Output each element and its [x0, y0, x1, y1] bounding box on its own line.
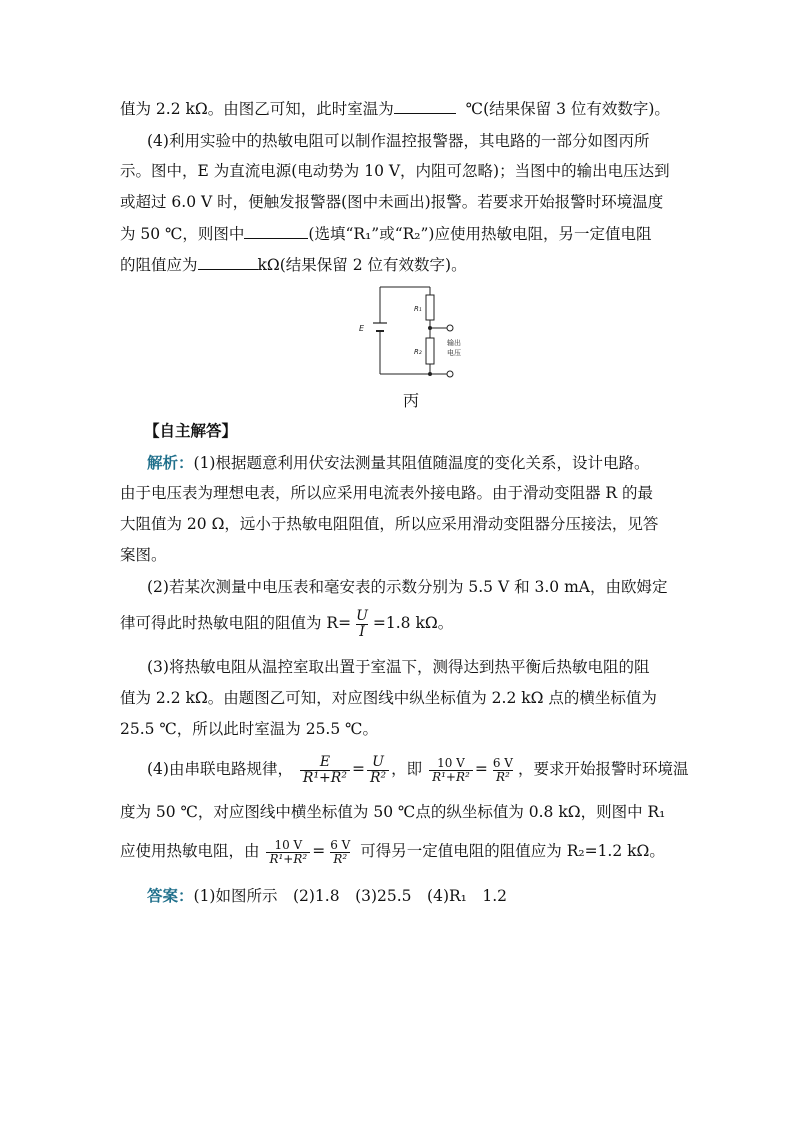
question-line-2: (4)利用实验中的热敏电阻可以制作温控报警器，其电路的一部分如图丙所 — [147, 132, 650, 150]
fraction-10v-over-sum: $\frac{10 V}{\text{R¹+R²}}$ — [429, 757, 473, 784]
fraction-6v-over-r2: $\frac{6 V}{\text{R²}}$ — [492, 755, 513, 784]
analysis-line-12: 应使用热敏电阻，由 $\frac{10 V}{\text{R¹+R²}}$ = $\frac{6 V}{\text{R²}}$ 可得另一定值电阻的阻值应为 R₂=1.2 kΩ。 — [120, 837, 665, 866]
fraction-e-over-sum: $\frac{E}{\text{R¹+R²}}$ — [300, 755, 350, 786]
analysis-line-8: 值为 2.2 kΩ。由题图乙可知，对应图线中纵坐标值为 2.2 kΩ 点的横坐标值为 — [120, 689, 657, 707]
analysis-line-7: (3)将热敏电阻从温控室取出置于室温下，测得达到热平衡后热敏电阻的阻 — [147, 658, 650, 676]
analysis-line-2: 由于电压表为理想电表，所以应采用电流表外接电路。由于滑动变阻器 R 的最 — [120, 484, 654, 502]
answer-label: 答案： — [147, 886, 194, 905]
section-title: 【自主解答】 — [144, 421, 238, 440]
answer-blank-2 — [244, 222, 308, 239]
label-E: E — [359, 324, 365, 333]
question-line-3: 示。图中，E 为直流电源(电动势为 10 V，内阻可忽略)；当图中的输出电压达到 — [120, 162, 670, 180]
analysis-line-5: (2)若某次测量中电压表和毫安表的示数分别为 5.5 V 和 3.0 mA，由欧姆定 — [147, 578, 668, 596]
analysis-line-9: 25.5 ℃，所以此时室温为 25.5 ℃。 — [120, 720, 378, 738]
fraction-10v-over-sum-2: $\frac{10 V}{\text{R¹+R²}}$ — [266, 839, 310, 866]
analysis-line-3: 大阻值为 20 Ω，远小于热敏电阻阻值，所以应采用滑动变阻器分压接法，见答 — [120, 515, 659, 533]
fraction-6v-over-r2-2: $\frac{6 V}{\text{R²}}$ — [330, 837, 351, 866]
answer-line: 答案：(1)如图所示 (2)1.8 (3)25.5 (4)R₁ 1.2 — [147, 886, 508, 905]
analysis-line-10: (4)由串联电路规律， $\frac{E}{\text{R¹+R²}}$ = $\frac{U}{\text{R²}}$ ，即 $\frac{10 V}{\text{R¹+R²}}$ = $\frac{6 V}{\text{R²}}$ ，要求开始报警时环境温 — [147, 753, 689, 786]
label-R1: R₁ — [414, 305, 422, 313]
label-output-bottom: 电压 — [447, 349, 461, 357]
question-line-6: 的阻值应为 kΩ(结果保留 2 位有效数字)。 — [120, 253, 467, 275]
analysis-line-6: 律可得此时热敏电阻的阻值为 R= $\frac{U}{I}$ =1.8 kΩ。 — [120, 607, 454, 640]
answer-blank-3 — [198, 253, 258, 270]
label-output-top: 输出 — [447, 339, 461, 347]
figure-caption: 丙 — [403, 391, 420, 410]
answer-blank-1 — [394, 97, 456, 114]
fraction-u-over-i: $\frac{U}{I}$ — [356, 607, 368, 640]
analysis-label: 解析： — [147, 453, 194, 472]
fraction-u-over-r2: $\frac{U}{\text{R²}}$ — [367, 755, 389, 786]
analysis-line-11: 度为 50 ℃，对应图线中横坐标值为 50 ℃点的纵坐标值为 0.8 kΩ，则图中 R₁ — [120, 803, 666, 821]
analysis-line-4: 案图。 — [120, 546, 167, 564]
circuit-diagram — [340, 282, 480, 382]
question-line-4: 或超过 6.0 V 时，便触发报警器(图中未画出)报警。若要求开始报警时环境温度 — [120, 193, 664, 211]
label-R2: R₂ — [414, 348, 422, 356]
analysis-line-1: 解析：(1)根据题意利用伏安法测量其阻值随温度的变化关系，设计电路。 — [147, 453, 650, 472]
question-line-1: 值为 2.2 kΩ。由图乙可知，此时室温为 ℃(结果保留 3 位有效数字)。 — [120, 97, 670, 119]
question-line-5: 为 50 ℃，则图中 (选填“R₁”或“R₂”)应使用热敏电阻，另一定值电阻 — [120, 222, 651, 244]
